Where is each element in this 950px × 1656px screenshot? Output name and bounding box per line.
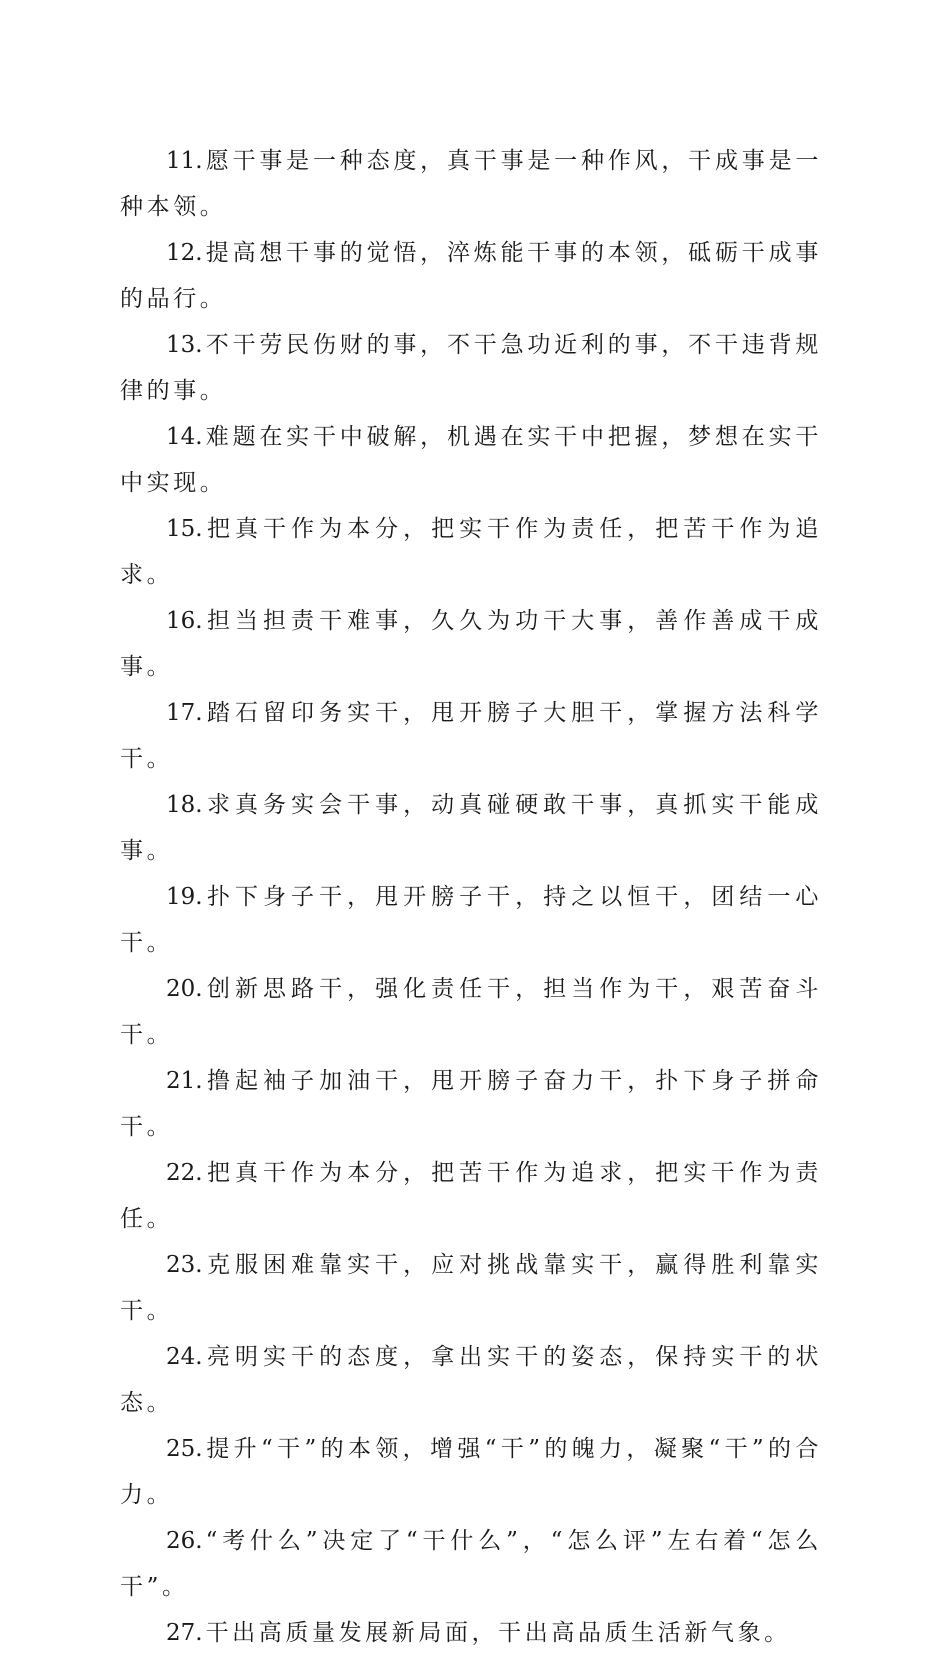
item-number: 12.	[166, 240, 203, 266]
list-item	[120, 138, 822, 230]
item-text: 难题在实干中破解，机遇在实干中把握，梦想在实干中实现。	[120, 424, 822, 496]
item-text: 扑下身子干，甩开膀子干，持之以恒干，团结一心干。	[120, 884, 822, 956]
list-item	[120, 1334, 822, 1426]
item-text: 撸起袖子加油干，甩开膀子奋力干，扑下身子拼命干。	[120, 1068, 822, 1140]
list-item	[120, 230, 822, 322]
item-text: 把真干作为本分，把苦干作为追求，把实干作为责任。	[120, 1160, 822, 1232]
document-body	[120, 138, 822, 1656]
list-item	[120, 1150, 822, 1242]
list-item	[120, 782, 822, 874]
item-number: 26.	[166, 1528, 203, 1554]
item-text: 提升“干”的本领，增强“干”的魄力，凝聚“干”的合力。	[120, 1436, 822, 1508]
item-number: 11.	[166, 148, 203, 174]
list-item	[120, 1518, 822, 1610]
list-item	[120, 322, 822, 414]
item-text: 求真务实会干事，动真碰硬敢干事，真抓实干能成事。	[120, 792, 822, 864]
list-item	[120, 598, 822, 690]
list-item	[120, 690, 822, 782]
item-number: 25.	[166, 1436, 203, 1462]
item-number: 24.	[166, 1344, 203, 1370]
item-text: 亮明实干的态度，拿出实干的姿态，保持实干的状态。	[120, 1344, 822, 1416]
list-item	[120, 874, 822, 966]
list-item	[120, 1426, 822, 1518]
item-number: 27.	[166, 1620, 203, 1646]
item-text: 愿干事是一种态度，真干事是一种作风，干成事是一种本领。	[120, 148, 822, 220]
item-text: 创新思路干，强化责任干，担当作为干，艰苦奋斗干。	[120, 976, 822, 1048]
item-text: “考什么”决定了“干什么”，“怎么评”左右着“怎么干”。	[120, 1528, 822, 1600]
item-number: 18.	[166, 792, 203, 818]
list-item	[120, 966, 822, 1058]
item-number: 17.	[166, 700, 203, 726]
item-number: 22.	[166, 1160, 203, 1186]
item-number: 14.	[166, 424, 203, 450]
item-text: 把真干作为本分，把实干作为责任，把苦干作为追求。	[120, 516, 822, 588]
item-text: 提高想干事的觉悟，淬炼能干事的本领，砥砺干成事的品行。	[120, 240, 822, 312]
item-number: 15.	[166, 516, 203, 542]
list-item	[120, 506, 822, 598]
item-number: 21.	[166, 1068, 203, 1094]
item-text: 踏石留印务实干，甩开膀子大胆干，掌握方法科学干。	[120, 700, 822, 772]
list-item	[120, 414, 822, 506]
item-number: 20.	[166, 976, 203, 1002]
list-item	[120, 1610, 822, 1656]
item-text: 不干劳民伤财的事，不干急功近利的事，不干违背规律的事。	[120, 332, 822, 404]
item-number: 23.	[166, 1252, 203, 1278]
item-number: 19.	[166, 884, 203, 910]
item-text: 担当担责干难事，久久为功干大事，善作善成干成事。	[120, 608, 822, 680]
list-item	[120, 1242, 822, 1334]
item-number: 16.	[166, 608, 203, 634]
item-text: 干出高质量发展新局面，干出高品质生活新气象。	[205, 1620, 791, 1646]
list-item	[120, 1058, 822, 1150]
item-number: 13.	[166, 332, 203, 358]
item-text: 克服困难靠实干，应对挑战靠实干，赢得胜利靠实干。	[120, 1252, 822, 1324]
